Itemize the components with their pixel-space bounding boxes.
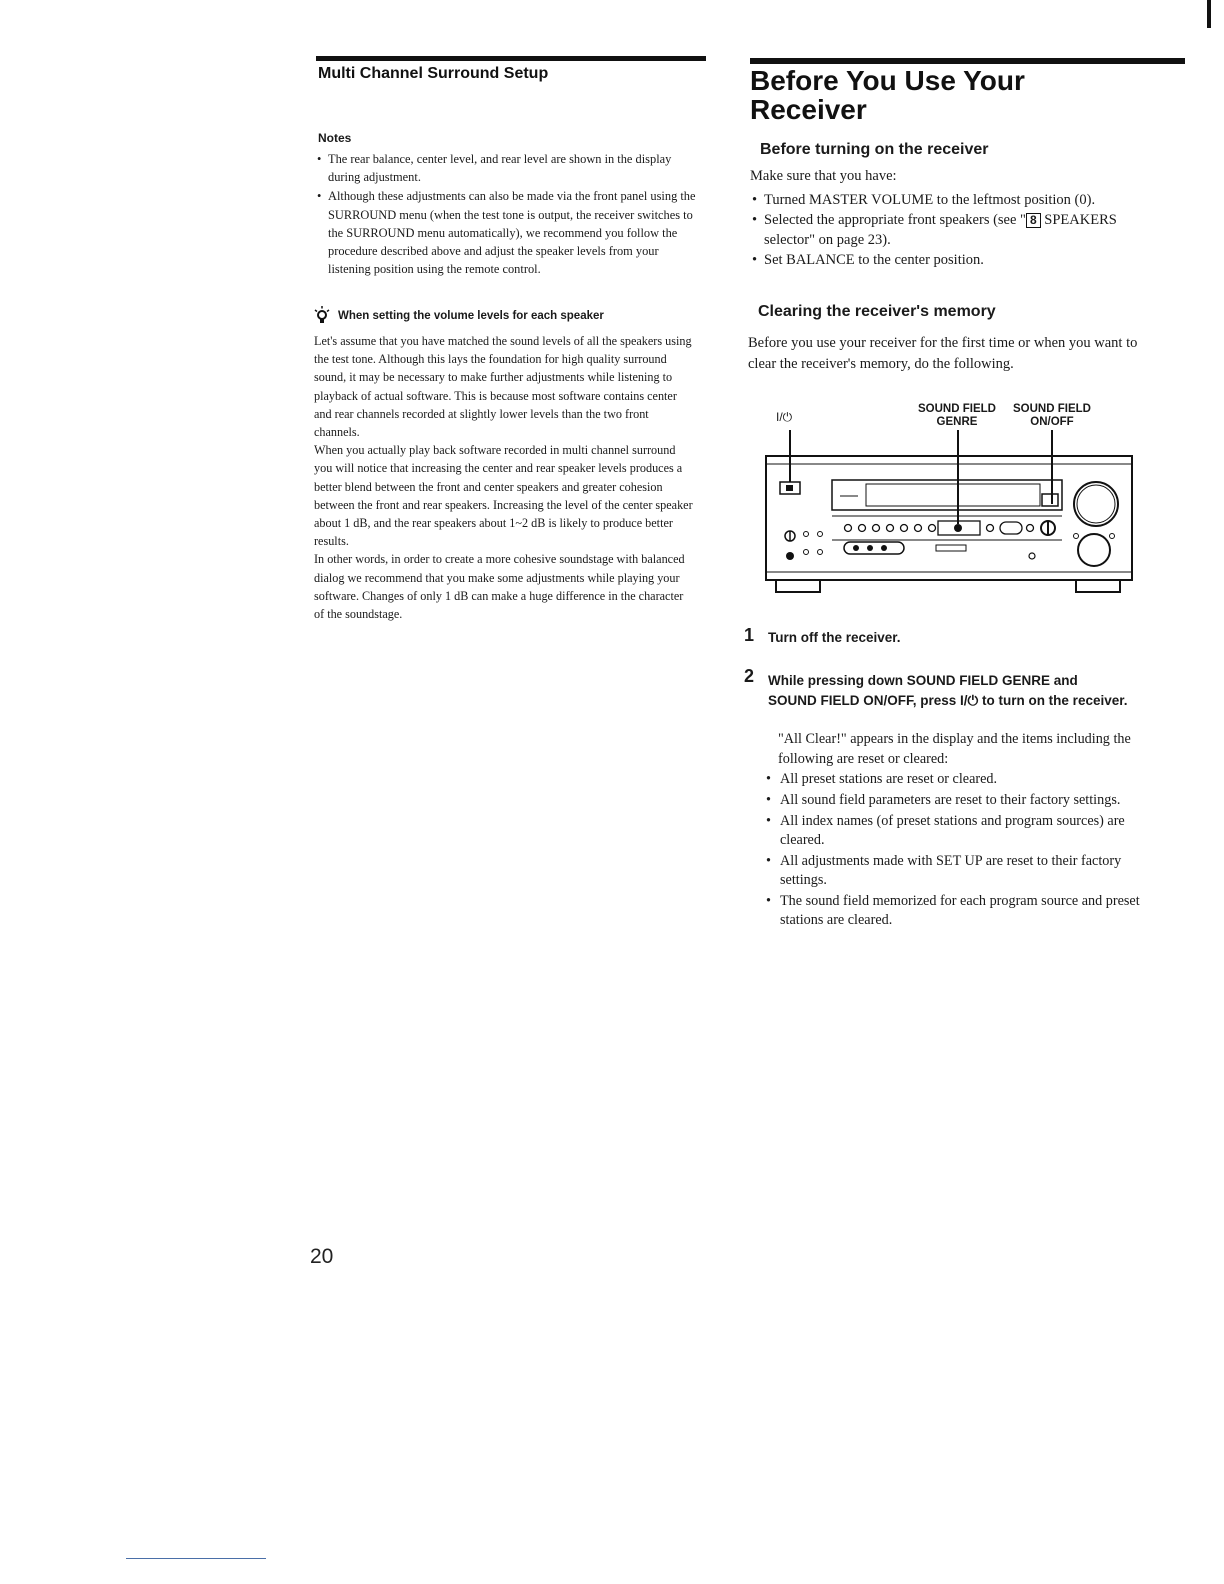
page-number: 20	[310, 1245, 334, 1268]
subheading-before-turning-on: Before turning on the receiver	[760, 141, 989, 158]
section-rule-left	[316, 56, 706, 61]
section-rule-right	[750, 58, 1185, 64]
requirement-text: SPEAKERS selector" on page 23).	[764, 212, 1117, 248]
requirements-list	[752, 190, 1152, 270]
sound-field-genre-label	[912, 403, 1002, 429]
requirement-item: • Turned MASTER VOLUME to the leftmost position (0).	[752, 190, 1152, 210]
cleared-item: • The sound field memorized for each program source and preset stations are cleared.	[780, 892, 1140, 930]
cleared-items-list	[780, 770, 1140, 932]
step-body	[778, 730, 1138, 769]
step-text: Turn off the receiver.	[768, 630, 901, 645]
cleared-item: • All adjustments made with SET UP are reset to their factory settings.	[780, 852, 1140, 890]
notes-heading: Notes	[318, 131, 352, 145]
tip-heading-text: When setting the volume levels for each speaker	[338, 310, 604, 322]
reference-box-number: 8	[1026, 213, 1041, 228]
cleared-item: • All sound field parameters are reset to their factory settings.	[780, 791, 1140, 810]
clear-intro: Before you use your receiver for the first time or when you want to clear the receiver's memory, do the following.	[748, 335, 1138, 372]
notes-list	[316, 150, 698, 279]
step-text: While pressing down SOUND FIELD GENRE and SOUND FIELD ON/OFF, press I/⏻ to turn on the receiver.	[768, 673, 1128, 708]
label-line: ON/OFF	[1030, 416, 1074, 428]
receiver-front-panel-diagram	[760, 430, 1140, 600]
tip-paragraph: When you actually play back software recorded in multi channel surround you will notice that increasing the center and rear speaker levels produces a better blend between the front and center speakers and greater cohesion between the front and rear speakers. Increasing the level of the center speaker about 1 dB, and the rear speakers about 1~2 dB is likely to produce better results.	[314, 443, 693, 549]
tip-heading	[314, 306, 604, 326]
step-body-text: "All Clear!" appears in the display and the items including the following are reset or cleared:	[778, 731, 1131, 767]
make-sure-text: Make sure that you have:	[750, 168, 897, 184]
section-title: Multi Channel Surround Setup	[318, 65, 549, 82]
requirement-item	[752, 210, 1152, 250]
subheading-clearing-memory: Clearing the receiver's memory	[758, 303, 996, 320]
step-number: 1	[744, 625, 755, 645]
tip-paragraph: In other words, in order to create a more cohesive soundstage with balanced dialog we recommend that you make some adjustments while playing your software. Changes of only 1 dB can make a huge difference in the character of the soundstage.	[314, 552, 685, 622]
label-line: GENRE	[936, 416, 978, 428]
sound-field-onoff-label	[1007, 403, 1097, 429]
label-line: SOUND FIELD	[918, 403, 996, 415]
lightbulb-icon	[314, 306, 330, 326]
requirement-item: • Set BALANCE to the center position.	[752, 250, 1152, 270]
main-title-line: Receiver	[750, 94, 867, 125]
tip-body	[314, 332, 696, 623]
note-item: • The rear balance, center level, and rear level are shown in the display during adjustment.	[316, 150, 698, 186]
cleared-item: • All preset stations are reset or cleared.	[780, 770, 1140, 789]
edge-bar	[1207, 0, 1211, 28]
step-number: 2	[744, 666, 755, 686]
power-label: I/⏻	[776, 410, 793, 424]
cleared-item: • All index names (of preset stations and program sources) are cleared.	[780, 812, 1140, 850]
tip-paragraph: Let's assume that you have matched the sound levels of all the speakers using the test tone. Although this lays the foundation for high quality surround sound, it may be necessary to make further adjustments while listening to playback of actual software. This is because most software contains center and rear channels recorded at slightly lower levels than the two front channels.	[314, 334, 692, 440]
note-item: • Although these adjustments can also be made via the front panel using the SURROUND menu (when the test tone is output, the receiver switches to the SURROUND menu automatically), we recommend you follow the procedure described above and adjust the speaker levels from your listening position using the remote control.	[316, 187, 698, 278]
requirement-text: Selected the appropriate front speakers (see "	[764, 212, 1026, 228]
label-line: SOUND FIELD	[1013, 403, 1091, 415]
button-row	[845, 521, 1034, 535]
main-title-line: Before You Use Your	[750, 65, 1025, 96]
bottom-rule	[126, 1558, 266, 1559]
main-title	[750, 66, 1025, 124]
